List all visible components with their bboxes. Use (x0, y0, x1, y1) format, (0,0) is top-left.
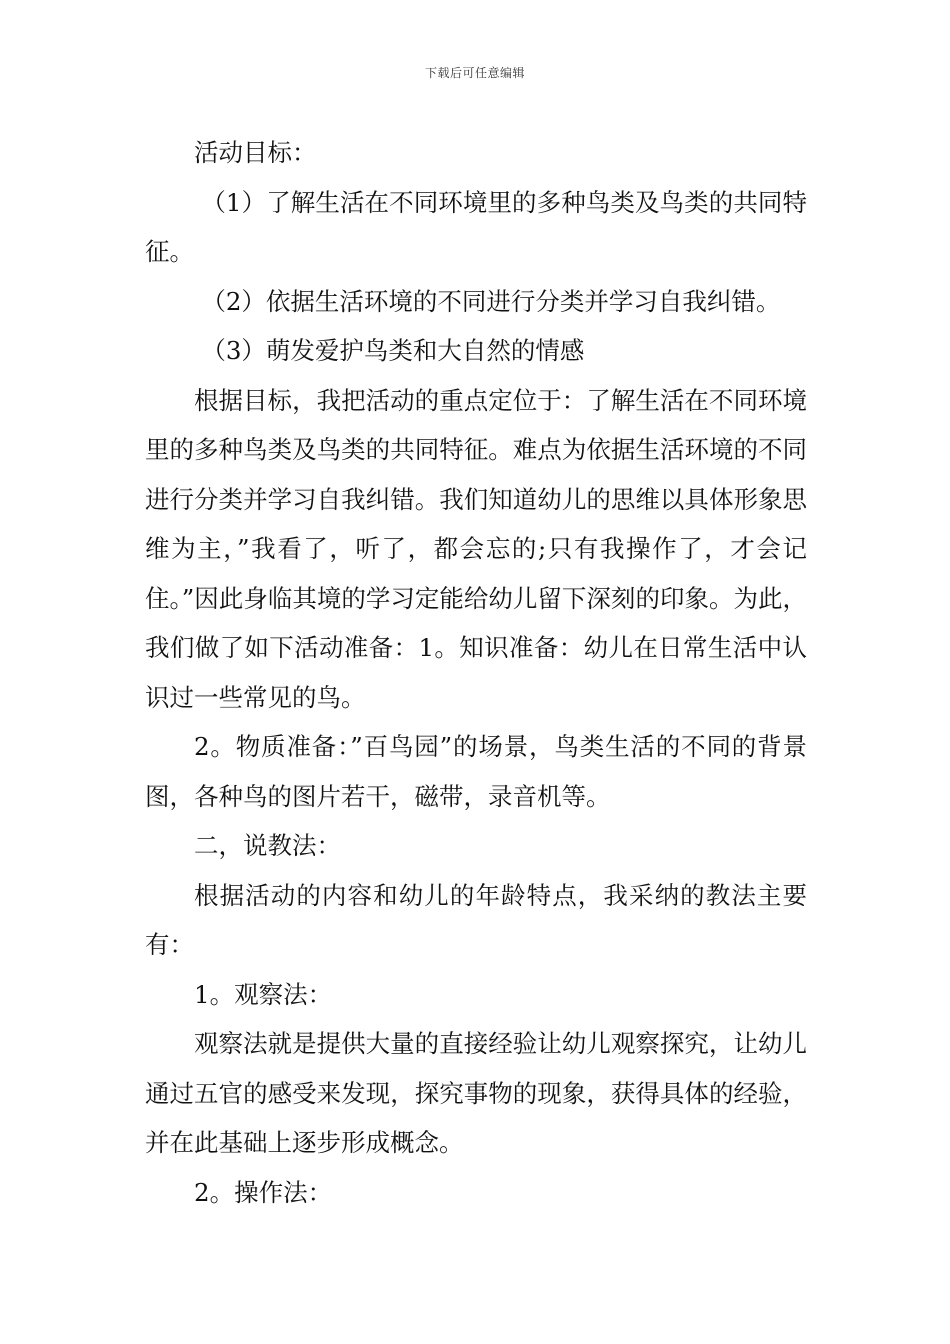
paragraph-material-preparation: 2。物质准备：”百鸟园”的场景，鸟类生活的不同的背景图，各种鸟的图片若干，磁带，录音机等。 (145, 732, 807, 811)
paragraph-goal-3: （3）萌发爱护鸟类和大自然的情感 (201, 336, 585, 365)
paragraph-observation-method-body: 观察法就是提供大量的直接经验让幼儿观察探究，让幼儿通过五官的感受来发现，探究事物的现象，获得具体的经验，并在此基础上逐步形成概念。 (145, 1029, 807, 1157)
paragraph-operation-method-heading: 2。操作法： (194, 1177, 333, 1207)
paragraph-activity-goals-heading: 活动目标： (194, 138, 317, 167)
paragraph-observation-method-heading: 1。观察法： (194, 979, 333, 1009)
paragraph-goal-1: （1）了解生活在不同环境里的多种鸟类及鸟类的共同特征。 (145, 187, 807, 266)
paragraph-teaching-methods-intro: 根据活动的内容和幼儿的年龄特点，我采纳的教法主要有： (145, 880, 807, 959)
page-header-note: 下载后可任意编辑 (424, 66, 525, 80)
paragraph-focus-and-preparation: 根据目标，我把活动的重点定位于：了解生活在不同环境里的多种鸟类及鸟类的共同特征。难点为依据生活环境的不同进行分类并学习自我纠错。我们知道幼儿的思维以具体形象思维为主，”我看了，听了，都会忘的;只有我操作了，才会记住。”因此身临其境的学习定能给幼儿留下深刻的印象。为此，我们做了如下活动准备：1。知识准备：幼儿在日常生活中认识过一些常见的鸟。 (145, 385, 807, 712)
document-body (145, 128, 807, 1217)
paragraph-teaching-methods-heading: 二，说教法： (194, 831, 341, 860)
paragraph-goal-2: （2）依据生活环境的不同进行分类并学习自我纠错。 (201, 286, 781, 316)
